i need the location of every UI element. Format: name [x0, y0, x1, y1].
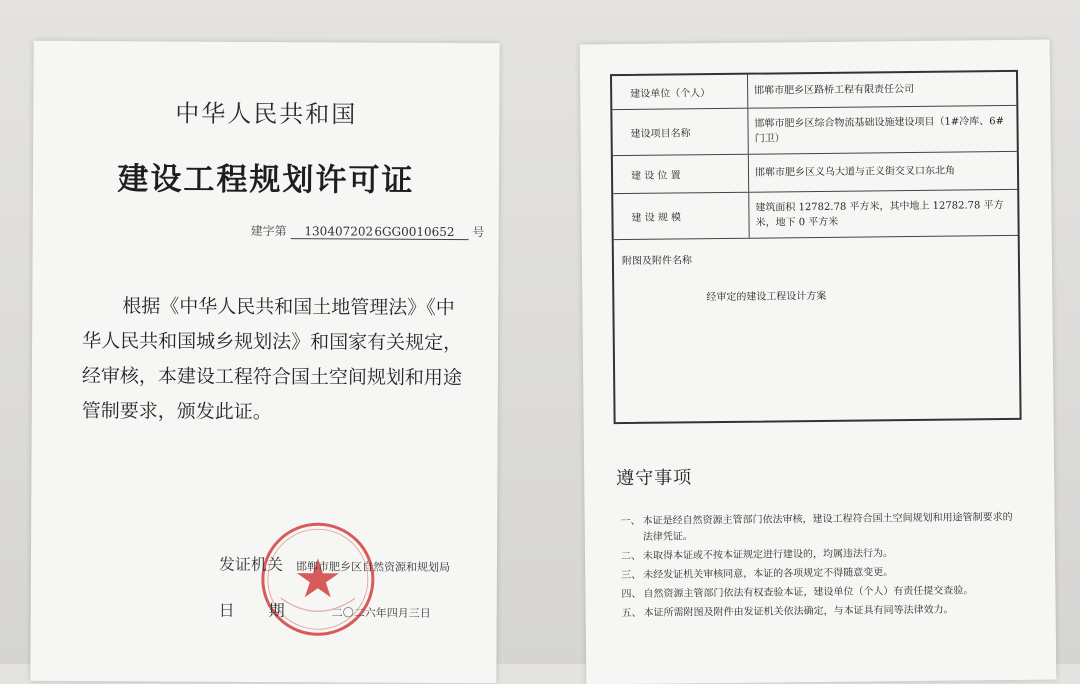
row-label: 建设单位（个人） — [612, 75, 748, 109]
issuer-value: 邯郸市肥乡区自然资源和规划局 — [296, 560, 451, 574]
notice-text: 本证所需附图及附件由发证机关依法确定，与本证具有同等法律效力。 — [643, 604, 954, 619]
table-row — [613, 152, 1017, 194]
notice-number: 五、 — [621, 607, 642, 620]
date-row — [219, 598, 431, 622]
certificate-title: 建设工程规划许可证 — [117, 161, 415, 199]
notice-number: 四、 — [621, 588, 642, 601]
list-item — [622, 602, 1022, 622]
row-label: 建 设 位 置 — [613, 155, 749, 193]
issuer-label: 发证机关 — [218, 554, 284, 575]
notice-number: 一、 — [620, 515, 641, 528]
list-item — [621, 510, 1021, 546]
attachments-label: 附图及附件名称 — [621, 255, 692, 268]
project-info-table — [610, 70, 1022, 424]
certificate-left-page — [30, 41, 499, 683]
row-value: 邯郸市肥乡区义乌大道与正义街交叉口东北角 — [754, 165, 956, 179]
notice-text: 自然资源主管部门依法有权查验本证，建设单位（个人）有责任提交查验。 — [643, 585, 974, 600]
row-value: 邯郸市肥乡区路桥工程有限责任公司 — [754, 83, 915, 97]
list-item — [621, 564, 1021, 584]
certificate-number-suffix: 号 — [472, 225, 485, 240]
certificate-number-value: 130407202 6GG0010652 — [290, 224, 468, 240]
notice-list — [621, 510, 1022, 625]
attachments-section — [614, 236, 1019, 316]
notice-text: 未经发证机关审核同意，本证的各项规定不得随意变更。 — [643, 567, 894, 581]
attachments-value: 经审定的建设工程设计方案 — [706, 290, 827, 304]
certificate-right-page — [580, 40, 1057, 684]
notice-text: 本证是经自然资源主管部门依法审核，建设工程符合国土空间规划和用途管制要求的法律凭证。 — [642, 511, 1013, 543]
certificate-number-prefix: 建字第 — [250, 223, 287, 239]
row-label: 建设项目名称 — [612, 109, 748, 155]
table-row — [612, 72, 1016, 110]
row-value: 邯郸市肥乡区综合物流基础设施建设项目（1#冷库、6#门卫） — [754, 115, 1005, 145]
row-value: 建筑面积 12782.78 平方米，其中地上 12782.78 平方米，地下 0 平方米 — [755, 199, 1004, 229]
table-row — [613, 190, 1017, 240]
notice-number: 二、 — [620, 550, 642, 563]
table-row — [612, 106, 1016, 156]
date-value: 二〇二六年四月三日 — [331, 606, 431, 620]
list-item — [621, 545, 1021, 565]
notice-text: 未取得本证或不按本证规定进行建设的，均属违法行为。 — [642, 548, 894, 562]
certificate-body-text: 根据《中华人民共和国土地管理法》《中华人民共和国城乡规划法》和国家有关规定，经审核，本建设工程符合国土空间规划和用途管制要求，颁发此证。 — [81, 295, 463, 424]
country-name: 中华人民共和国 — [175, 99, 358, 129]
list-item — [621, 583, 1021, 603]
row-label: 建 设 规 模 — [613, 193, 749, 239]
notice-title: 遵守事项 — [616, 467, 693, 490]
certificate-number — [251, 222, 485, 240]
notice-number: 三、 — [621, 569, 642, 582]
date-label: 日期 — [218, 600, 319, 621]
issuer-row — [219, 552, 450, 576]
